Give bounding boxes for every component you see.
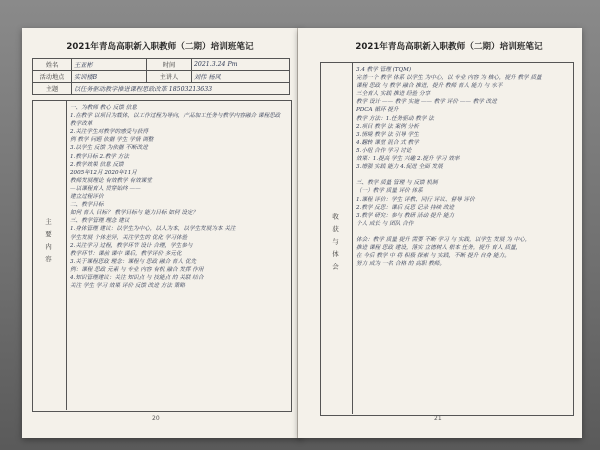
place-value: 实训楼B <box>72 71 147 83</box>
note-line: 1.课程 评价：学生 评教、同行 评议、督导 评价 <box>356 196 475 203</box>
note-line: 教学 方法：1.任务驱动 教学 法 <box>356 115 434 122</box>
note-line: 建立过程评价 <box>70 194 104 201</box>
note-line: 2.关注学习 过程，教学环节 设计 合理，学生参与 <box>70 242 193 249</box>
right-handwritten-notes <box>356 66 570 410</box>
main-content-label: 主要内容 <box>44 218 52 268</box>
note-line: PDCA 循环 提升 <box>356 107 399 114</box>
note-line: 5.小组 合作 学习 讨论 <box>356 147 412 154</box>
time-label: 时间 <box>147 59 192 71</box>
right-page-number: 21 <box>434 415 442 422</box>
note-line: 三、教学 质量 管理 与 反馈 机制 <box>356 180 438 187</box>
left-page <box>22 28 302 438</box>
note-line: 三全育人 实践 推进 经验 分享 <box>356 91 431 98</box>
note-line <box>356 228 570 236</box>
note-line: 个人 成长 与 团队 合作 <box>356 220 414 227</box>
note-line: 3.4 教学 管理 (TQM) <box>356 67 412 73</box>
note-line: 学生发展 个体差异，关注学生的 优化 学习体验 <box>70 234 188 241</box>
note-line: 2.教学 反思：课后 反思 记录 持续 改进 <box>356 204 455 211</box>
note-line: 完善一个 教学 体系 以学生 为中心，以 专业 内容 为 核心，提升 教学 质量 <box>356 75 542 82</box>
note-line <box>356 171 570 179</box>
note-line: 4.翻转 课堂 混合 式 教学 <box>356 139 419 146</box>
note-line: 在 今后 教学 中 将 积极 探索 与 实践，不断 提升 自身 能力。 <box>356 253 510 260</box>
speaker-label: 主讲人 <box>147 71 192 83</box>
note-line: 课程 思政 与 教学 融合 推进，提升 教师 育人 能力 与 水平 <box>356 83 503 90</box>
time-value: 2021.3.24 Pm <box>192 59 290 71</box>
left-page-title: 2021年青岛高职新入职教师（二期）培训班笔记 <box>66 42 254 52</box>
place-label: 活动地点 <box>33 71 72 83</box>
note-line: 例：课程 思政 元素 与 专业 内容 有机 融合 发挥 作用 <box>70 266 204 273</box>
right-page <box>298 28 582 438</box>
note-line: 二、教学目标 <box>70 202 104 209</box>
note-line: —以课程育人 贯穿始终 —— <box>70 185 141 192</box>
speaker-value: 刘伟 杨风 <box>192 71 290 83</box>
note-line: 2005年12月 2020年11月 <box>70 169 137 176</box>
note-line: 2.关注学生对教学的感受与获得 <box>70 129 149 136</box>
note-line: 3.关于课程思政 理念：课程与 思政 融合 育人 优先 <box>70 258 197 265</box>
note-line: 3.增强 实践 能力 4.促进 全面 发展 <box>356 164 443 171</box>
name-label: 姓名 <box>33 59 72 71</box>
note-line: 1.身体管理 建议：以学生为中心，以人为本，以学生发展为本 关注 <box>70 226 236 233</box>
left-header-table <box>32 58 290 95</box>
note-line: 3.教学 研究：参与 教研 活动 提升 能力 <box>356 212 455 219</box>
note-line: 三、教学管理 理念 建议 <box>70 218 130 225</box>
left-column-divider <box>66 100 67 410</box>
note-line: 推进 课程 思政 建设，落实 立德树人 根本 任务，提升 育人 质量， <box>356 245 522 252</box>
note-line: 4.知识管理建议：关注 知识点 与 技能点 的 关联 结合 <box>70 274 204 281</box>
topic-label: 主题 <box>33 83 72 95</box>
right-page-title: 2021年青岛高职新入职教师（二期）培训班笔记 <box>355 42 543 52</box>
right-column-divider <box>352 62 353 414</box>
note-line: 体会：教学 质量 提升 需要 不断 学习 与 实践，以学生 发展 为 中心， <box>356 236 531 243</box>
note-line: 3.情境 教学 法 引导 学生 <box>356 131 419 138</box>
note-line: 教学 设计 —— 教学 实施 —— 教学 评价 —— 教学 改进 <box>356 99 497 106</box>
note-line: （一）教学 质量 评价 体系 <box>356 188 423 195</box>
left-handwritten-notes <box>70 104 288 404</box>
note-line: 例 教学 问题 依据 学生 学情 调整 <box>70 137 154 144</box>
note-line: 2.教学效果 信息 反馈 <box>70 161 124 168</box>
note-line: 3.以学生 反馈 为依据 不断改进 <box>70 145 148 152</box>
name-value: 王亚彬 <box>72 59 147 71</box>
note-line: 关注 学生 学习 效果 评价 反馈 改进 方法 策略 <box>70 283 185 290</box>
note-line: 教学改革 <box>70 121 93 128</box>
topic-value: 以任务驱动教学推进课程思政改革 18503213633 <box>72 83 290 95</box>
left-page-number: 20 <box>152 415 160 422</box>
note-line: 一、为教师 教心 反馈 信息 <box>70 105 137 111</box>
note-line: 2.项目 教学 法 案例 分析 <box>356 123 419 130</box>
note-line: 教师发展理论 有效教学 有效课堂 <box>70 177 152 184</box>
note-line: 1.在教学 以项目为载体，以工作过程为导向，产品加工任务与教学内容融合 课程思政 <box>70 113 281 120</box>
note-line: 1.教学目标 2.教学 方法 <box>70 153 129 160</box>
note-line: 如何 育人 目标？ 教学目标与 能力目标 如何 设定？ <box>70 210 199 217</box>
note-line: 努力 成为 一名 合格 的 高职 教师。 <box>356 261 445 268</box>
note-line: 教学环节：课前 课中 课后，教学评价 多元化 <box>70 250 182 257</box>
note-line: 效果：1.提高 学生 兴趣 2.提升 学习 效率 <box>356 156 460 163</box>
reflection-label: 收获与体会 <box>331 213 339 276</box>
